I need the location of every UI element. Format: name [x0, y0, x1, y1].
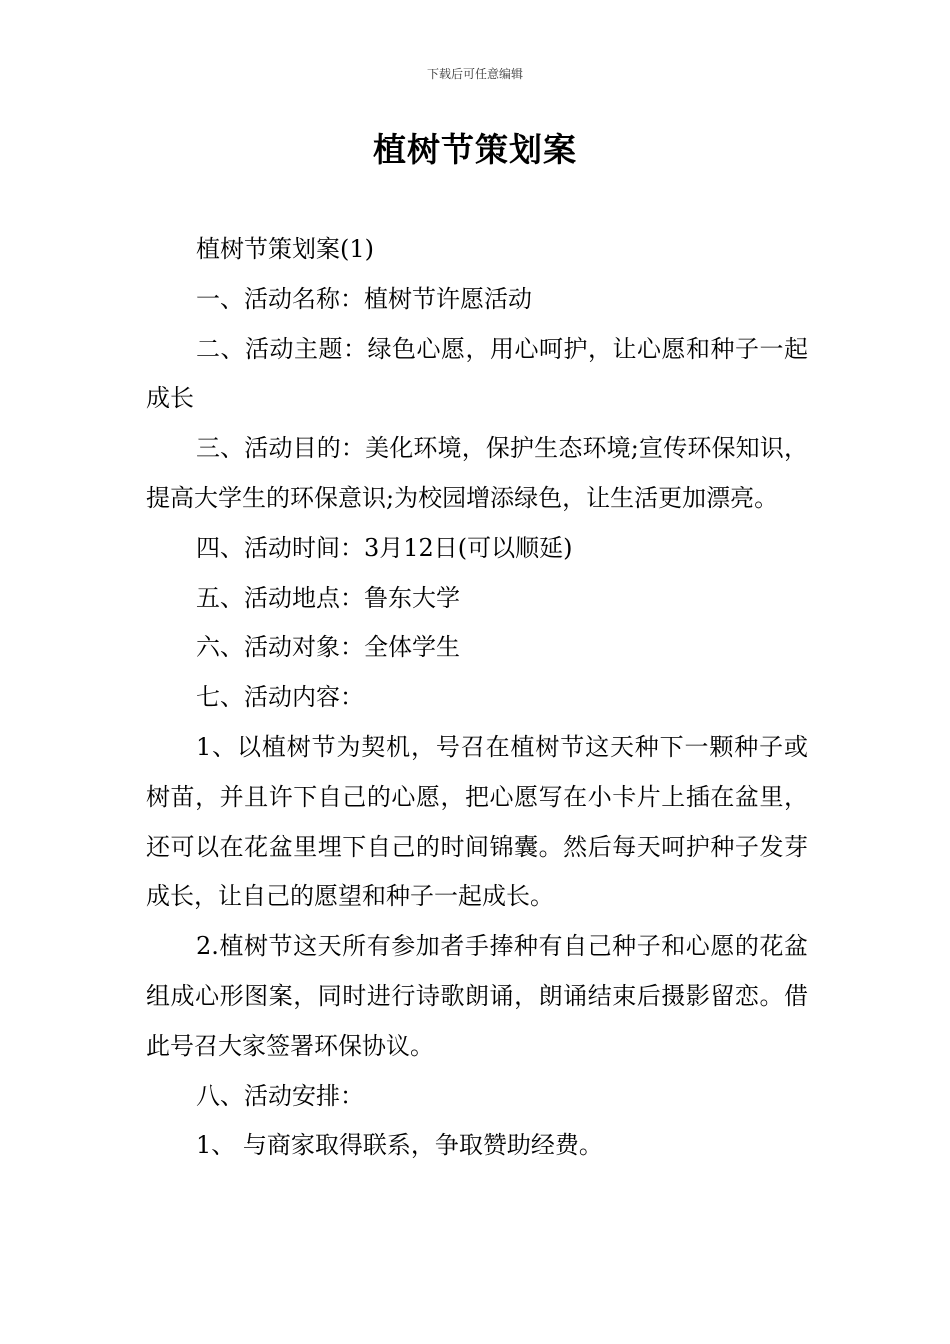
paragraph-activity-location: 五、活动地点：鲁东大学 [196, 583, 460, 612]
paragraph-arrangement-item-1: 1、 与商家取得联系，争取赞助经费。 [196, 1131, 603, 1160]
paragraph-activity-theme: 二、活动主题：绿色心愿，用心呵护，让心愿和种子一起成长 [146, 334, 808, 413]
paragraph-activity-audience: 六、活动对象：全体学生 [196, 633, 460, 662]
paragraph-activity-purpose: 三、活动目的：美化环境，保护生态环境;宣传环保知识，提高大学生的环保意识;为校园增添绿色，让生活更加漂亮。 [146, 434, 808, 512]
paragraph-activity-time: 四、活动时间：3月12日(可以顺延) [196, 533, 573, 562]
header-note: 下载后可任意编辑 [426, 67, 523, 81]
document-title: 植树节策划案 [373, 130, 577, 169]
document-body [146, 225, 808, 1171]
paragraph-subtitle: 植树节策划案(1) [196, 235, 374, 263]
paragraph-arrangement-heading: 八、活动安排： [196, 1081, 364, 1110]
paragraph-content-item-1: 1、以植树节为契机，号召在植树节这天种下一颗种子或树苗，并且许下自己的心愿，把心愿写在小卡片上插在盆里，还可以在花盆里埋下自己的时间锦囊。然后每天呵护种子发芽成长，让自己的愿望和种子一起成长。 [146, 732, 808, 911]
paragraph-activity-name: 一、活动名称：植树节许愿活动 [196, 284, 532, 313]
paragraph-content-item-2: 2.植树节这天所有参加者手捧种有自己种子和心愿的花盆组成心形图案，同时进行诗歌朗诵，朗诵结束后摄影留恋。借此号召大家签署环保协议。 [146, 932, 808, 1060]
paragraph-activity-content-heading: 七、活动内容： [196, 683, 364, 712]
